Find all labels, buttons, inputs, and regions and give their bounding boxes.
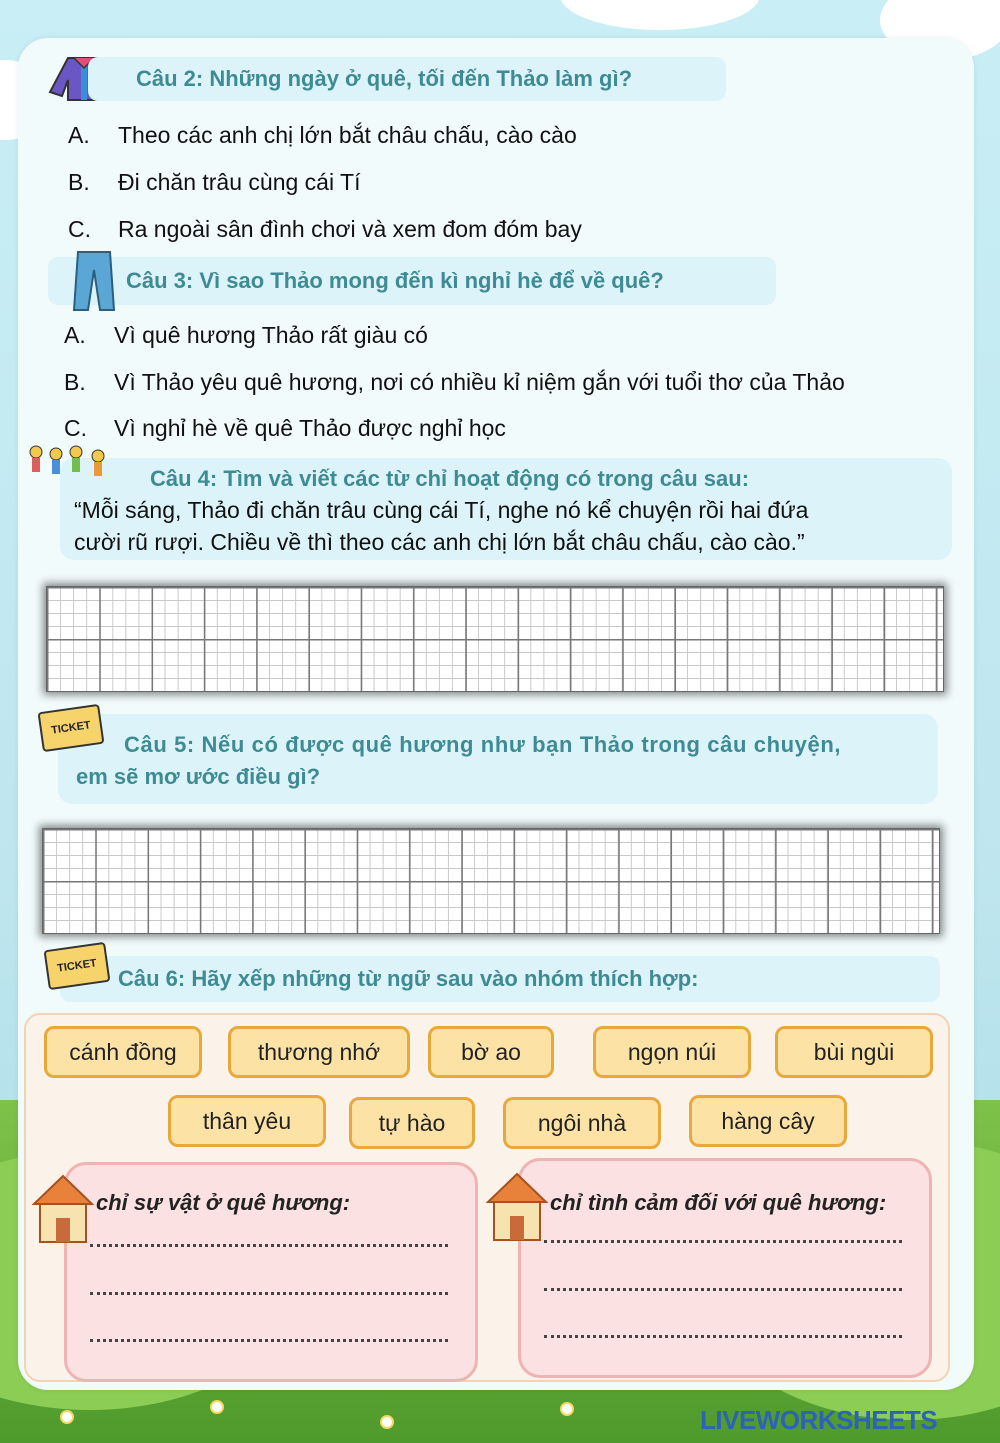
ticket-icon: TICKET [38, 704, 105, 752]
question-4-quote-line-1: “Mỗi sáng, Thảo đi chăn trâu cùng cái Tí, nghe nó kể chuyện rồi hai đứa [74, 497, 809, 523]
option-text: Vì quê hương Thảo rất giàu có [114, 322, 428, 348]
question-2-option-c[interactable] [68, 216, 582, 243]
pants-icon [72, 250, 116, 312]
question-3-title: Câu 3: Vì sao Thảo mong đến kì nghỉ hè để về quê? [126, 268, 664, 293]
flower-decoration [60, 1410, 74, 1424]
flower-decoration [210, 1400, 224, 1414]
question-4-quote-line-2: cười rũ rượi. Chiều về thì theo các anh chị lớn bắt châu chấu, cào cào.” [74, 529, 805, 555]
answer-line[interactable] [544, 1240, 902, 1243]
question-2-title: Câu 2: Những ngày ở quê, tối đến Thảo làm gì? [136, 66, 633, 91]
option-text: Ra ngoài sân đình chơi và xem đom đóm bay [118, 216, 582, 242]
answer-line[interactable] [544, 1335, 902, 1338]
question-2-option-b[interactable] [68, 169, 360, 196]
word-chip[interactable]: cánh đồng [44, 1026, 202, 1078]
word-chip[interactable]: ngọn núi [593, 1026, 751, 1078]
answer-line[interactable] [90, 1339, 448, 1342]
option-text: Vì nghỉ hè về quê Thảo được nghỉ học [114, 415, 506, 441]
question-5-header [58, 714, 938, 804]
option-letter: C. [68, 216, 91, 242]
question-6-title: Câu 6: Hãy xếp những từ ngữ sau vào nhóm thích hợp: [118, 966, 699, 991]
question-4-answer-grid[interactable] [46, 586, 944, 692]
house-icon [484, 1168, 550, 1244]
word-chip[interactable]: ngôi nhà [503, 1097, 661, 1149]
answer-line[interactable] [544, 1288, 902, 1291]
option-letter: B. [68, 169, 90, 195]
liveworksheets-watermark: LIVEWORKSHEETS [700, 1405, 938, 1435]
flower-decoration [380, 1415, 394, 1429]
answer-line[interactable] [90, 1292, 448, 1295]
kids-icon [26, 442, 112, 482]
question-5-title-line-1: Câu 5: Nếu có được quê hương như bạn Thảo trong câu chuyện, [124, 732, 842, 757]
house-icon [30, 1170, 96, 1246]
answer-line[interactable] [90, 1244, 448, 1247]
word-chip[interactable]: tự hào [349, 1097, 475, 1149]
word-chip[interactable]: thương nhớ [228, 1026, 410, 1078]
question-3-option-a[interactable] [64, 322, 428, 349]
question-4-title: Câu 4: Tìm và viết các từ chỉ hoạt động có trong câu sau: [150, 466, 750, 491]
ticket-icon: TICKET [44, 942, 111, 990]
group-2-title: chỉ tình cảm đối với quê hương: [550, 1190, 887, 1215]
option-letter: A. [68, 122, 90, 148]
option-letter: C. [64, 415, 87, 441]
option-letter: B. [64, 369, 86, 395]
option-text: Vì Thảo yêu quê hương, nơi có nhiều kỉ niệm gắn với tuổi thơ của Thảo [114, 369, 845, 395]
word-chip[interactable]: bùi ngùi [775, 1026, 933, 1078]
question-2-option-a[interactable] [68, 122, 577, 149]
option-letter: A. [64, 322, 86, 348]
word-chip[interactable]: bờ ao [428, 1026, 554, 1078]
question-5-answer-grid[interactable] [42, 828, 940, 934]
word-chip[interactable]: thân yêu [168, 1095, 326, 1147]
question-3-option-b[interactable] [64, 369, 845, 396]
option-text: Theo các anh chị lớn bắt châu chấu, cào cào [118, 122, 577, 148]
flower-decoration [560, 1402, 574, 1416]
word-chip[interactable]: hàng cây [689, 1095, 847, 1147]
option-text: Đi chăn trâu cùng cái Tí [118, 169, 361, 195]
question-3-option-c[interactable] [64, 415, 506, 442]
group-1-title: chỉ sự vật ở quê hương: [96, 1190, 351, 1215]
question-5-title-line-2: em sẽ mơ ước điều gì? [76, 764, 321, 789]
